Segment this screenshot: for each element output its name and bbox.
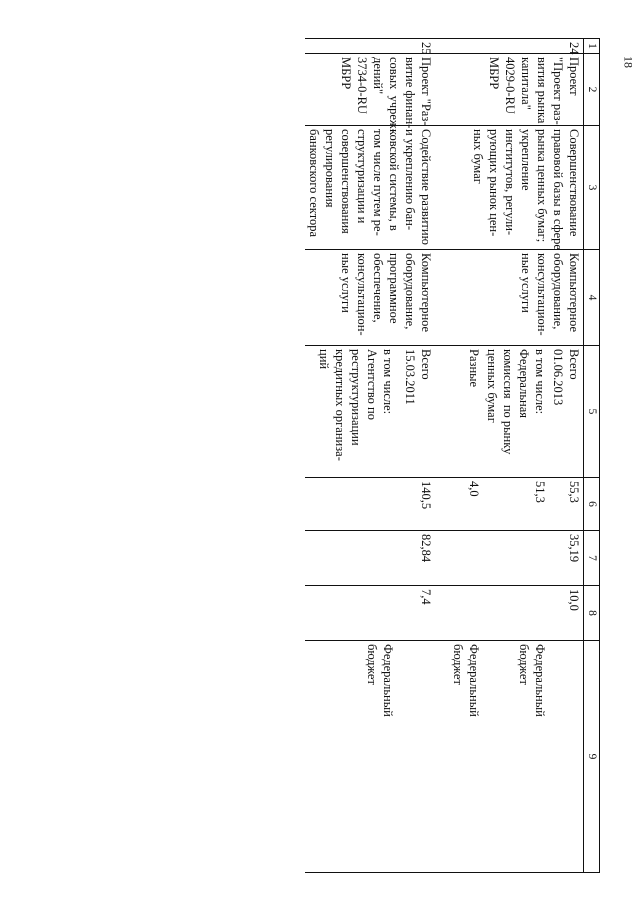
project-goal-line: правовой базы в сфере xyxy=(551,129,566,250)
loan-purpose-line: оборудование, xyxy=(551,253,566,330)
project-goal-cell xyxy=(305,126,435,250)
column-number-row xyxy=(584,39,600,873)
amount-cell-value: 55,3 xyxy=(567,481,582,503)
funding-source-line: Федеральный xyxy=(467,644,482,717)
disbursed-cell xyxy=(549,531,584,586)
row-gap xyxy=(435,39,449,873)
disbursed-cell xyxy=(305,531,397,586)
cofinancing-cell-value: 10,0 xyxy=(567,589,582,611)
column-number: 1 xyxy=(584,39,600,54)
recipient-line: реструктуризации xyxy=(349,349,364,446)
projects-table xyxy=(305,38,600,873)
project-goal-line: Содействие развитию xyxy=(419,129,434,245)
loan-purpose-line: ные услуги xyxy=(519,253,534,313)
recipient-line: ций xyxy=(317,349,332,370)
project-goal-line: Совершенствование xyxy=(567,129,582,237)
recipient-line: в том числе: xyxy=(381,349,396,415)
amount-cell xyxy=(305,478,397,531)
recipient-cell xyxy=(449,346,483,478)
page-number: 18 xyxy=(621,56,636,68)
column-number: 2 xyxy=(584,54,600,126)
column-number: 7 xyxy=(584,531,600,586)
loan-purpose-line: ные услуги xyxy=(339,253,354,313)
amount-cell-value: 4,0 xyxy=(467,481,482,497)
project-goal-line: ных бумаг xyxy=(471,129,486,184)
rows xyxy=(305,39,584,873)
recipient-line: Всего xyxy=(419,349,434,380)
project-name-line: витие финан- xyxy=(403,57,418,129)
loan-purpose-line: обеспечение, xyxy=(371,253,386,323)
gap-cell xyxy=(435,250,449,346)
column-number: 6 xyxy=(584,478,600,531)
project-name-line: капитала" xyxy=(519,57,534,110)
disbursed-cell xyxy=(449,531,483,586)
recipient-line: кредитных организа- xyxy=(333,349,348,461)
project-name-line: совых учреж- xyxy=(387,57,402,133)
table-row xyxy=(549,39,584,873)
project-goal-cell xyxy=(449,126,584,250)
project-goal-line: укрепление xyxy=(519,129,534,191)
project-goal-line: банковского сектора xyxy=(307,129,322,238)
amount-cell xyxy=(449,478,483,531)
project-name-line: МБРР xyxy=(339,57,354,90)
project-goal-line: регулирования xyxy=(323,129,338,208)
rotated-table-container xyxy=(70,38,600,872)
amount-cell xyxy=(397,478,435,531)
project-goal-line: структуризации и xyxy=(355,129,370,224)
gap-cell xyxy=(435,586,449,641)
project-name-cell xyxy=(449,54,584,126)
loan-purpose-line: консультацион- xyxy=(355,253,370,336)
funding-source-line: Федеральный xyxy=(381,644,396,717)
column-number: 8 xyxy=(584,586,600,641)
gap-cell xyxy=(435,531,449,586)
disbursed-cell-value: 82,84 xyxy=(419,534,434,563)
cofinancing-cell xyxy=(449,586,483,641)
recipient-cell xyxy=(397,346,435,478)
recipient-line: 15.03.2011 xyxy=(403,349,418,405)
funding-source-cell xyxy=(397,641,435,873)
project-goal-line: институтов, регули- xyxy=(503,129,518,236)
recipient-cell xyxy=(305,346,397,478)
column-number: 3 xyxy=(584,126,600,250)
funding-source-line: бюджет xyxy=(365,644,380,685)
project-name-line: Проект "Раз- xyxy=(419,57,434,126)
table-row xyxy=(397,39,435,873)
cofinancing-cell xyxy=(549,586,584,641)
amount-cell-value: 51,3 xyxy=(533,481,548,503)
loan-purpose-line: программное xyxy=(387,253,402,324)
project-name-line: "Проект раз- xyxy=(551,57,566,125)
gap-cell xyxy=(435,39,449,54)
project-name-cell xyxy=(305,54,435,133)
gap-cell xyxy=(435,346,449,478)
amount-cell-value: 140,5 xyxy=(419,481,434,510)
project-name-line: 4029-0-RU xyxy=(503,57,518,114)
loan-purpose-line: консультацион- xyxy=(535,253,550,336)
funding-source-line: бюджет xyxy=(451,644,466,685)
gap-cell xyxy=(435,126,449,250)
cofinancing-cell xyxy=(483,586,549,641)
cofinancing-cell xyxy=(305,586,397,641)
project-goal-line: совершенствования xyxy=(339,129,354,234)
project-goal-line: и укреплению бан- xyxy=(403,129,418,231)
loan-purpose-cell xyxy=(305,250,435,346)
gap-cell xyxy=(435,54,449,126)
recipient-line: в том числе: xyxy=(533,349,548,415)
loan-purpose-line: оборудование, xyxy=(403,253,418,330)
disbursed-cell-value: 35,19 xyxy=(567,534,582,563)
recipient-line: комиссия по рынку xyxy=(501,349,516,455)
column-number: 9 xyxy=(584,641,600,873)
cofinancing-cell xyxy=(397,586,435,641)
project-name-line: 3734-0-RU xyxy=(355,57,370,114)
funding-source-line: Федеральный xyxy=(533,644,548,717)
column-number: 5 xyxy=(584,346,600,478)
funding-source-cell xyxy=(305,641,397,873)
project-goal-line: том числе путем ре- xyxy=(371,129,386,236)
project-name-line: дений" xyxy=(371,57,386,95)
project-goal-line: рующих рынок цен- xyxy=(487,129,502,237)
gap-cell xyxy=(435,641,449,873)
gap-cell xyxy=(435,478,449,531)
recipient-line: Всего xyxy=(567,349,582,380)
recipient-line: Агентство по xyxy=(365,349,380,420)
recipient-line: Федеральная xyxy=(517,349,532,419)
row-number: 24 xyxy=(449,39,584,54)
project-name-line: вития рынка xyxy=(535,57,550,124)
project-goal-line: рынка ценных бумаг; xyxy=(535,129,550,243)
cofinancing-cell-value: 7,4 xyxy=(419,589,434,605)
recipient-line: Разные xyxy=(467,349,482,388)
project-goal-line: ковской системы, в xyxy=(387,129,402,231)
recipient-cell xyxy=(483,346,549,478)
funding-source-cell xyxy=(483,641,549,873)
funding-source-cell xyxy=(449,641,483,873)
amount-cell xyxy=(549,478,584,531)
loan-purpose-line: Компьютерное xyxy=(567,253,582,333)
loan-purpose-line: Компьютерное xyxy=(419,253,434,333)
column-number: 4 xyxy=(584,250,600,346)
recipient-line: 01.06.2013 xyxy=(551,349,566,406)
recipient-cell xyxy=(549,346,584,478)
project-name-line: Проект xyxy=(567,57,582,96)
row-number: 25 xyxy=(305,39,435,54)
disbursed-cell xyxy=(397,531,435,586)
loan-purpose-cell xyxy=(449,250,584,346)
funding-source-line: бюджет xyxy=(517,644,532,685)
disbursed-cell xyxy=(483,531,549,586)
funding-source-cell xyxy=(549,641,584,873)
amount-cell xyxy=(483,478,549,531)
recipient-line: ценных бумаг xyxy=(485,349,500,423)
project-name-line: МБРР xyxy=(487,57,502,90)
